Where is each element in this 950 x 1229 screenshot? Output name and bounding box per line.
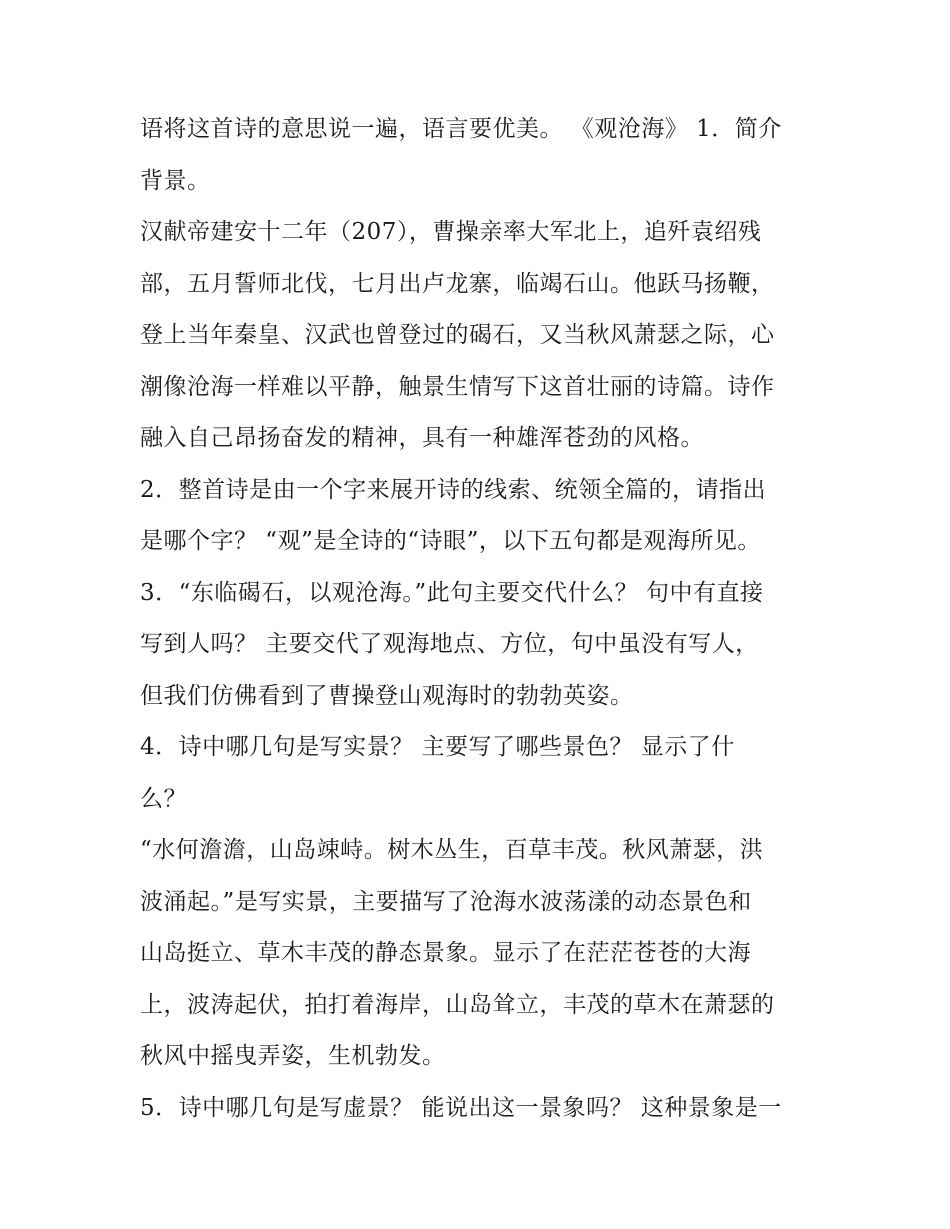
- text-line: 写到人吗？ 主要交代了观海地点、方位，句中虽没有写人，: [140, 631, 759, 657]
- text-line: 上，波涛起伏，拍打着海岸，山岛耸立，丰茂的草木在萧瑟的: [140, 991, 775, 1018]
- text-line: 山岛挺立、草木丰茂的静态景象。显示了在茫茫苍苍的大海: [140, 940, 751, 966]
- text-line: 么？: [140, 785, 187, 812]
- text-line: 2．整首诗是由一个字来展开诗的线索、统领全篇的，请指出: [140, 476, 767, 503]
- text-line: 登上当年秦皇、汉武也曾登过的碣石，又当秋风萧瑟之际，心: [140, 322, 775, 348]
- document-body: [140, 104, 820, 1134]
- text-line: 是哪个字？ “观”是全诗的“诗眼”，以下五句都是观海所见。: [140, 528, 761, 554]
- text-line: 汉献帝建安十二年（207），曹操亲率大军北上，追歼袁绍残: [140, 219, 762, 245]
- text-line: 4．诗中哪几句是写实景？ 主要写了哪些景色？ 显示了什: [140, 734, 735, 760]
- text-line: 波涌起。”是写实景，主要描写了沧海水波荡漾的动态景色和: [140, 888, 752, 915]
- text-line: “水何澹澹，山岛竦峙。树木丛生，百草丰茂。秋风萧瑟，洪: [140, 837, 764, 863]
- text-line: 5．诗中哪几句是写虚景？ 能说出这一景象吗？ 这种景象是一: [140, 1094, 782, 1121]
- text-line: 秋风中摇曳弄姿，生机勃发。: [140, 1043, 446, 1069]
- text-line: 3．“东临碣石，以观沧海。”此句主要交代什么？ 句中有直接: [140, 579, 764, 606]
- text-line: 语将这首诗的意思说一遍，语言要优美。 《观沧海》 1．简介: [140, 116, 782, 142]
- text-line: 融入自己昂扬奋发的精神，具有一种雄浑苍劲的风格。: [140, 425, 704, 451]
- text-line: 潮像沧海一样难以平静，触景生情写下这首壮丽的诗篇。诗作: [140, 373, 775, 400]
- text-line: 但我们仿佛看到了曹操登山观海时的勃勃英姿。: [140, 682, 634, 709]
- text-line: 背景。: [140, 167, 211, 194]
- text-line: 部，五月誓师北伐，七月出卢龙寨，临竭石山。他跃马扬鞭，: [140, 270, 775, 297]
